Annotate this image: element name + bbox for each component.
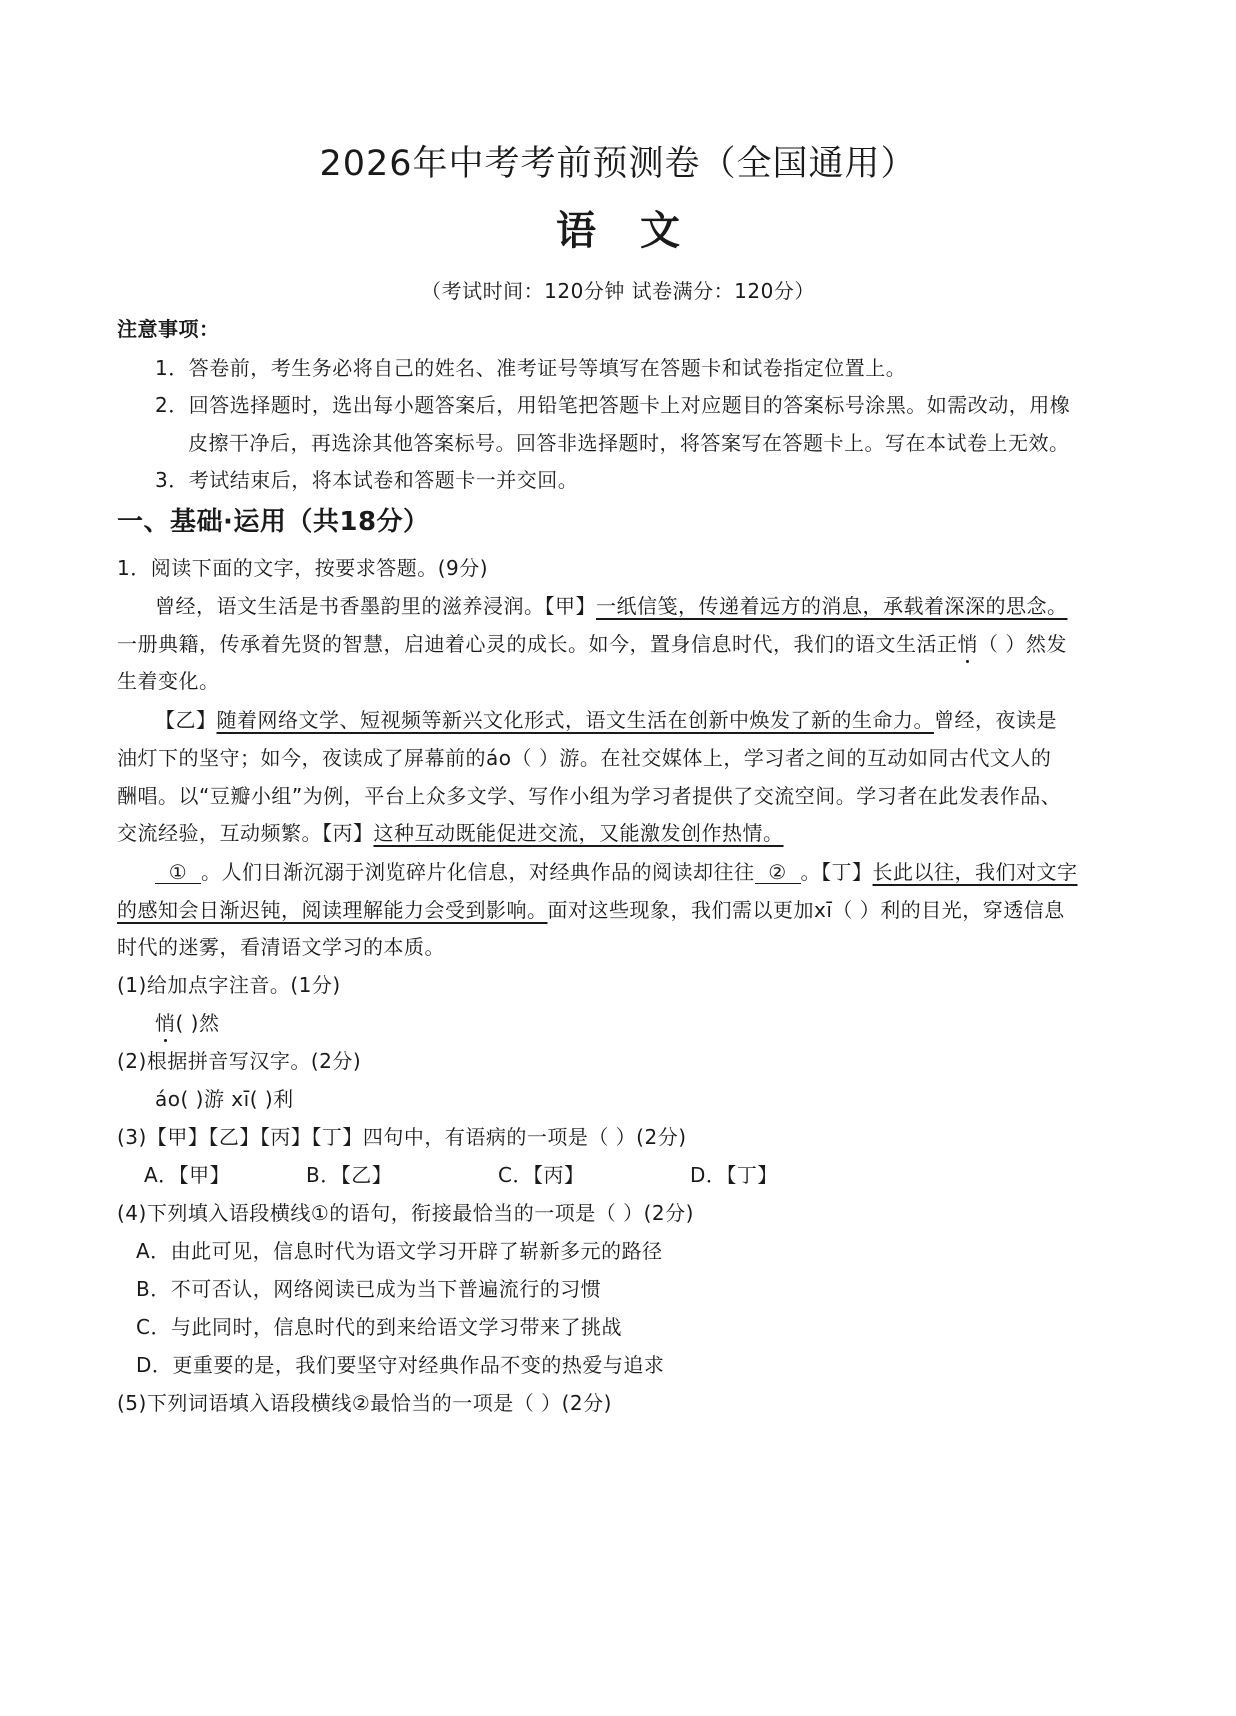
passage-line (117, 819, 784, 847)
passage-text: 。【丁】 (800, 860, 873, 884)
passage-text: 面对这些现象，我们需以更加xī（ ）利的目光，穿透信息 (547, 898, 1065, 922)
answer-blank-2[interactable]: ② (755, 861, 801, 884)
option-c[interactable]: C．与此同时，信息时代的到来给语文学习带来了挑战 (136, 1315, 622, 1339)
subquestion-prompt: (5)下列词语填入语段横线②最恰当的一项是（ ）(2分) (117, 1391, 612, 1415)
dotted-character: 悄 (155, 1011, 176, 1035)
underlined-sentence-ding-cont: 的感知会日渐迟钝，阅读理解能力会受到影响。 (117, 898, 548, 922)
answer-line (155, 1009, 219, 1037)
option-a[interactable]: A．由此可见，信息时代为语文学习开辟了崭新多元的路径 (136, 1239, 663, 1263)
option-d[interactable]: D．【丁】 (690, 1163, 778, 1187)
option-b[interactable]: B．【乙】 (306, 1163, 393, 1187)
subquestion-prompt: (3)【甲】【乙】【丙】【丁】四句中，有语病的一项是（ ）(2分) (117, 1125, 687, 1149)
dotted-character: 悄 (957, 632, 978, 656)
underlined-sentence-bing: 这种互动既能促进交流，又能激发创作热情。 (373, 821, 784, 845)
passage-line: 生着变化。 (117, 669, 220, 693)
option-b[interactable]: B．不可否认，网络阅读已成为当下普遍流行的习惯 (136, 1277, 602, 1301)
section-heading: 一、基础·运用（共18分） (117, 507, 430, 537)
notice-item: 2．回答选择题时，选出每小题答案后，用铅笔把答题卡上对应题目的答案标号涂黑。如需改动，用橡 (155, 393, 1071, 417)
option-d[interactable]: D．更重要的是，我们要坚守对经典作品不变的热爱与追求 (136, 1353, 665, 1377)
passage-text: 曾经，夜读是 (934, 708, 1057, 732)
answer-field[interactable]: ( )然 (175, 1011, 220, 1035)
option-a[interactable]: A．【甲】 (144, 1163, 231, 1187)
notice-item: 1．答卷前，考生务必将自己的姓名、准考证号等填写在答题卡和试卷指定位置上。 (155, 356, 907, 380)
passage-line: 油灯下的坚守；如今，夜读成了屏幕前的áo（ ）游。在社交媒体上，学习者之间的互动如同古代文人的 (117, 746, 1052, 770)
answer-field[interactable]: áo( )游 xī( )利 (155, 1087, 294, 1111)
passage-line (155, 858, 1078, 886)
notice-label: 注意事项： (117, 317, 220, 341)
passage-text: 交流经验，互动频繁。【丙】 (117, 821, 374, 845)
passage-text: 曾经，语文生活是书香墨韵里的滋养浸润。【甲】 (155, 594, 596, 618)
question-intro: 1．阅读下面的文字，按要求答题。(9分) (117, 556, 489, 580)
notice-item-continuation: 皮擦干净后，再选涂其他答案标号。回答非选择题时，将答案写在答题卡上。写在本试卷上无效。 (188, 431, 1070, 455)
subject-title: 语文 (556, 208, 724, 254)
passage-line: 酬唱。以“豆瓣小组”为例，平台上众多文学、写作小组为学习者提供了交流空间。学习者在此发表作品、 (117, 784, 1062, 808)
subquestion-prompt: (2)根据拼音写汉字。(2分) (117, 1049, 362, 1073)
subquestion-prompt: (1)给加点字注音。(1分) (117, 973, 341, 997)
passage-text: 一册典籍，传承着先贤的智慧，启迪着心灵的成长。如今，置身信息时代，我们的语文生活正 (117, 632, 958, 656)
answer-blank-1[interactable]: ① (155, 861, 201, 884)
passage-line (155, 592, 1068, 620)
passage-line (117, 630, 1067, 658)
passage-text: 【乙】 (155, 708, 217, 732)
subquestion-prompt: (4)下列填入语段横线①的语句，衔接最恰当的一项是（ ）(2分) (117, 1201, 694, 1225)
option-c[interactable]: C．【丙】 (498, 1163, 585, 1187)
passage-text: （ ）然发 (978, 632, 1067, 656)
exam-info: （考试时间：120分钟 试卷满分：120分） (421, 279, 815, 303)
page-title: 2026年中考考前预测卷（全国通用） (319, 144, 917, 184)
underlined-sentence-ding: 长此以往，我们对文字 (872, 860, 1078, 884)
passage-line (117, 896, 1065, 924)
underlined-sentence-jia: 一纸信笺，传递着远方的消息，承载着深深的思念。 (596, 594, 1068, 618)
passage-text: 。人们日渐沉溺于浏览碎片化信息，对经典作品的阅读却往往 (201, 860, 755, 884)
passage-line (155, 706, 1057, 734)
underlined-sentence-yi: 随着网络文学、短视频等新兴文化形式，语文生活在创新中焕发了新的生命力。 (216, 708, 934, 732)
passage-line: 时代的迷雾，看清语文学习的本质。 (117, 935, 445, 959)
notice-item: 3．考试结束后，将本试卷和答题卡一并交回。 (155, 468, 579, 492)
